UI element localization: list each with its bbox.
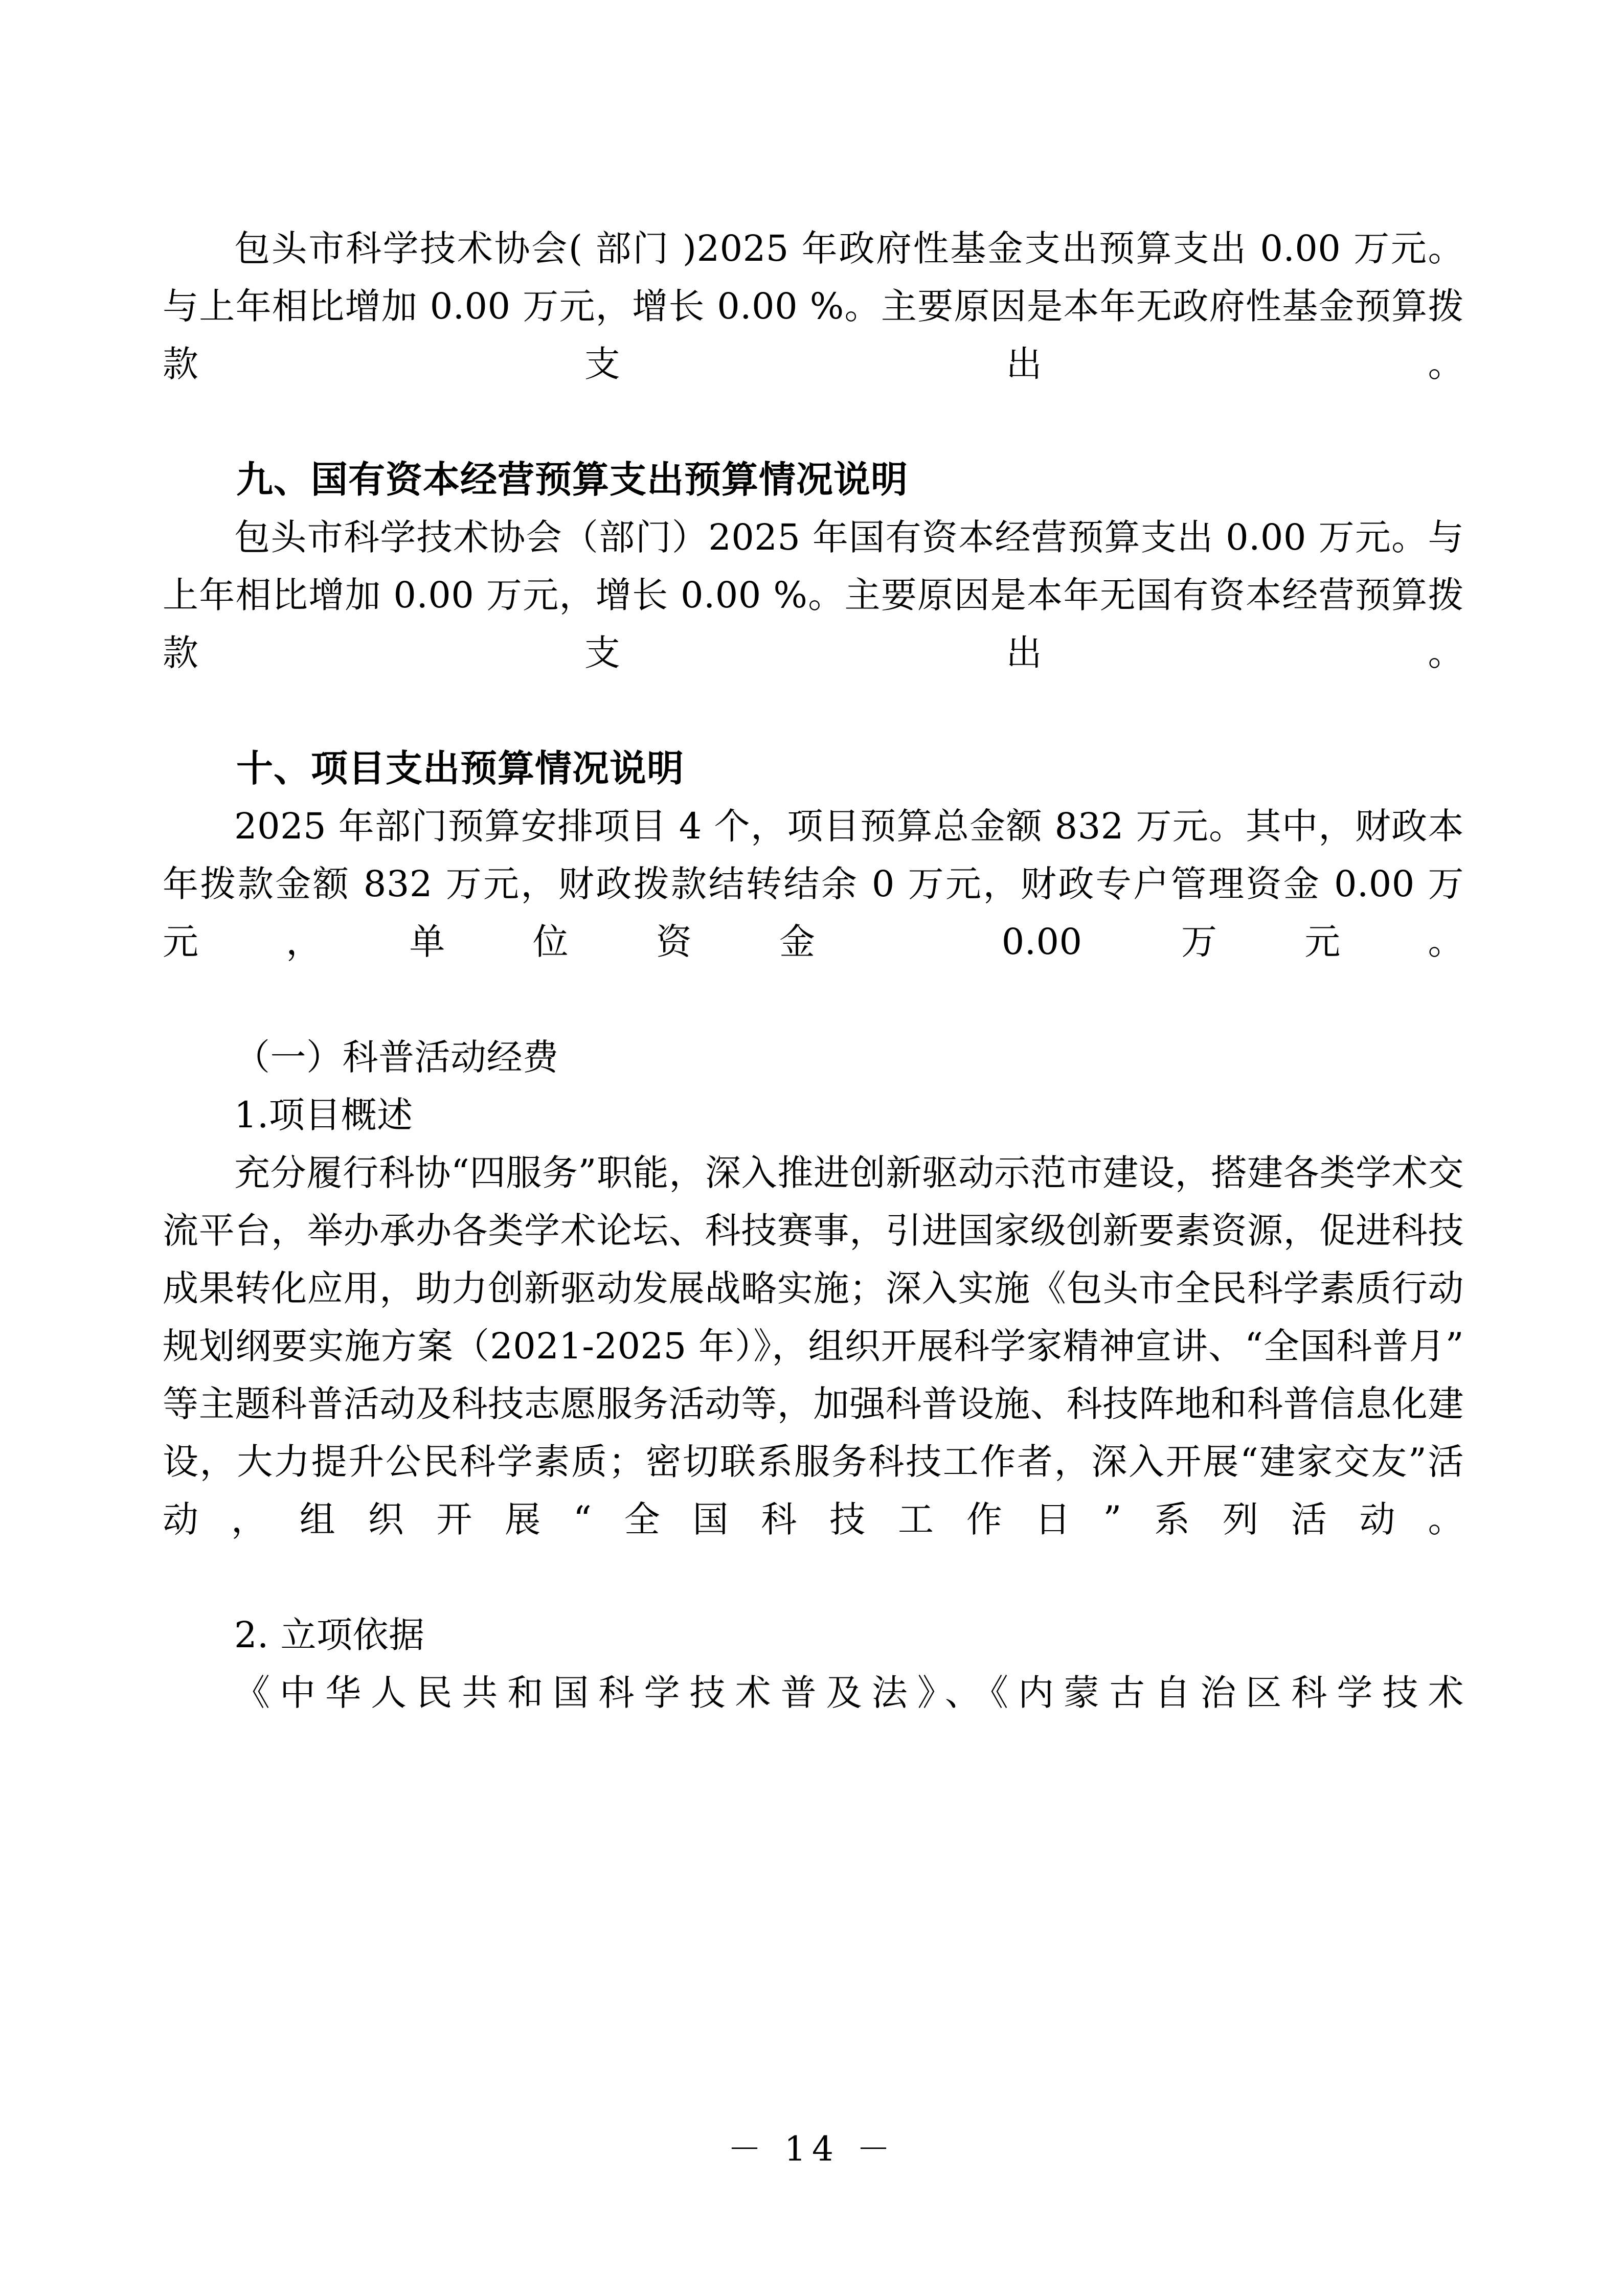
paragraph-project-overview-detail: 充分履行科协“四服务”职能，深入推进创新驱动示范市建设，搭建各类学术交流平台，举办承办各类学术论坛、科技赛事，引进国家级创新要素资源，促进科技成果转化应用，助力创新驱动发展战略实施；深入实施《包头市全民科学素质行动规划纲要实施方案（2021-2025 年）》，组织开展科学家精神宣讲、“全国科普月”等主题科普活动及科技志愿服务活动等，加强科普设施、科技阵地和科普信息化建设，大力提升公民科学素质；密切联系服务科技工作者，深入开展“建家交友”活动，组织开展“全国科技工作日”系列活动。 <box>163 1152 1464 1540</box>
heading-section-nine: 九、国有资本经营预算支出预算情况说明 <box>236 458 909 501</box>
subheading-item-one-science-popularization-funds: （一）科普活动经费 <box>234 1036 559 1078</box>
paragraph-state-capital-budget: 包头市科学技术协会（部门）2025 年国有资本经营预算支出 0.00 万元。与上年相比增加 0.00 万元，增长 0.00 %。主要原因是本年无国有资本经营预算拨款支出。 <box>163 516 1464 674</box>
page-number: － 14 － <box>728 2129 896 2169</box>
page-text-block <box>163 220 1464 1780</box>
subheading-project-overview: 1.项目概述 <box>234 1094 413 1136</box>
heading-section-ten: 十、项目支出预算情况说明 <box>236 747 685 790</box>
subheading-project-basis: 2. 立项依据 <box>234 1614 425 1656</box>
paragraph-project-budget-totals: 2025 年部门预算安排项目 4 个，项目预算总金额 832 万元。其中，财政本年拨款金额 832 万元，财政拨款结转结余 0 万元，财政专户管理资金 0.00 万元，单位资金 0.00 万元。 <box>163 805 1464 963</box>
paragraph-government-fund-budget: 包头市科学技术协会( 部门 )2025 年政府性基金支出预算支出 0.00 万元。与上年相比增加 0.00 万元，增长 0.00 %。主要原因是本年无政府性基金预算拨款支出。 <box>163 228 1464 385</box>
paragraph-project-basis-detail: 《中华人民共和国科学技术普及法》、《内蒙古自治区科学技术 <box>234 1672 1464 1714</box>
